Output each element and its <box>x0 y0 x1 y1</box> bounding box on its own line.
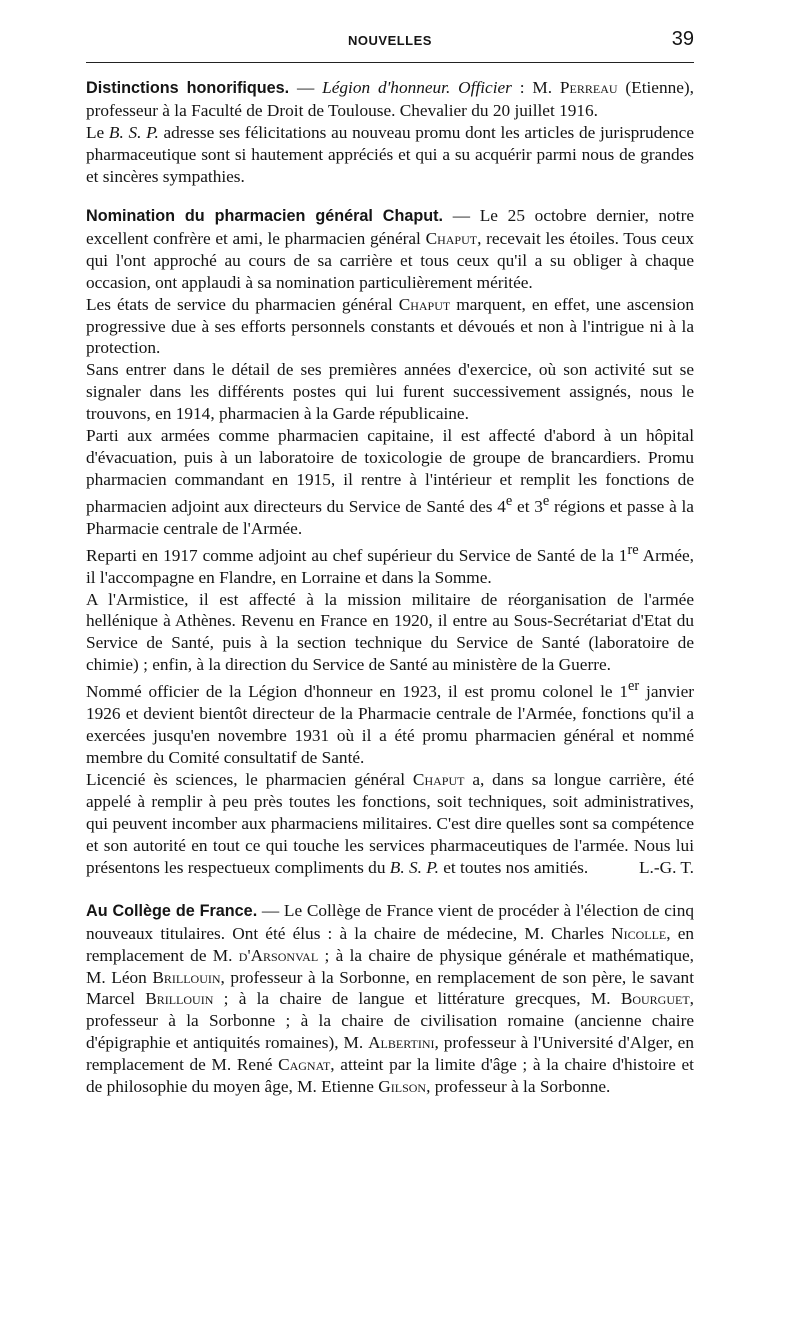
chaput-paragraph-1 <box>86 205 694 294</box>
person-name: Chaput <box>425 228 478 248</box>
legion-subheading: Légion d'honneur. <box>322 78 451 97</box>
chaput-paragraph-2 <box>86 294 694 360</box>
page-header <box>86 26 694 56</box>
text-run: , en remplacement de M. <box>86 923 695 965</box>
text-run: janvier 1926 et devient bientôt directeur de la Pharmacie centrale de l'Armée, fonctions qu'il a exercées jusqu'en novembre 1931 où il a été promu pharmacien général et nommé membre du Comité consultatif de Santé. <box>86 682 694 767</box>
journal-abbrev: B. S. P. <box>108 122 159 142</box>
person-name: Gilson <box>378 1077 427 1097</box>
text-run: , professeur à la Sorbonne ; à la chaire de civilisation romaine (ancienne chaire d'épigraphie et antiquités romaines), M. <box>86 989 694 1053</box>
text-run: (Etienne), professeur à la Faculté de Droit de Toulouse. Chevalier du 20 juillet 1916. <box>86 78 694 120</box>
person-name: Nicolle <box>611 923 667 943</box>
superscript: e <box>542 493 550 510</box>
superscript: er <box>628 678 640 695</box>
text-run: Les états de service du pharmacien général <box>86 294 399 314</box>
chaput-heading: Nomination du pharmacien général Chaput. <box>86 206 444 225</box>
section-gap <box>86 879 694 900</box>
text-run: Armée, il l'accompagne en Flandre, en Lorraine et dans la Somme. <box>86 545 694 587</box>
text-run: Licencié ès sciences, le pharmacien général <box>86 769 413 789</box>
distinctions-heading: Distinctions honorifiques. <box>86 79 290 97</box>
text-run: et toutes nos amitiés. <box>438 857 589 877</box>
person-name: Albertini <box>368 1033 435 1053</box>
chaput-paragraph-3: Sans entrer dans le détail de ses premières années d'exercice, où son activité sut se signaler dans les différents postes qui lui furent successivement assignés, nous le trouvons, en 1914, pharmacien à la Garde républicaine. <box>86 360 694 424</box>
chaput-paragraph-8 <box>86 769 694 879</box>
text-run: , professeur à la Sorbonne, en remplacement de son père, le savant Marcel <box>86 967 694 1009</box>
chaput-paragraph-7 <box>86 676 694 769</box>
text-run: , atteint par la limite d'âge ; à la chaire d'histoire et de philosophie du moyen âge, M. Etienne <box>86 1055 694 1097</box>
text-run: Parti aux armées comme pharmacien capitaine, il est affecté d'abord à un hôpital d'évacuation, puis à un laboratoire de toxicologie de groupe de brancardiers. Promu pharmacien commandant en 1915, il rentre à l'intérieur et remplit les fonctions de pharmacien adjoint aux directeurs du Service de Santé des 4 <box>86 426 694 516</box>
text-run: régions et passe à la Pharmacie centrale de l'Armée. <box>86 496 694 538</box>
running-title: NOUVELLES <box>348 33 432 48</box>
superscript: re <box>627 541 639 558</box>
journal-abbrev: B. S. P. <box>389 857 439 877</box>
college-heading: Au Collège de France. <box>86 901 258 920</box>
text-run: : M. <box>511 78 560 97</box>
person-name: Chaput <box>412 769 465 789</box>
text-run: a, dans sa longue carrière, été appelé à remplir à peu près toutes les fonctions, soit techniques, soit administratives, qui peuvent incomber aux pharmaciens militaires. C'est dire quelles sont sa compétence et son autorité en tout ce qui touche les services pharmaceutiques de l'armée. Nous lui présentons les respectueux compliments du <box>86 769 694 877</box>
person-name: Brillouin <box>152 967 221 987</box>
person-name: Chaput <box>398 294 451 314</box>
text-run: , professeur à l'Université d'Alger, en remplacement de M. René <box>86 1033 694 1075</box>
text-run: ; à la chaire de langue et littérature grecques, M. <box>213 989 621 1009</box>
text-run: , professeur à la Sorbonne. <box>426 1077 611 1097</box>
text-run: — Le 25 octobre dernier, notre excellent confrère et ami, le pharmacien général <box>86 205 694 248</box>
dash: — <box>289 78 323 97</box>
person-name: Bourguet <box>620 989 690 1009</box>
text-run: — Le Collège de France vient de procéder à l'élection de cinq nouveaux titulaires. Ont été élus : à la chaire de médecine, M. Charles <box>86 900 694 943</box>
section-gap <box>86 188 694 205</box>
chaput-paragraph-6: A l'Armistice, il est affecté à la mission militaire de réorganisation de l'armée hellénique à Athènes. Revenu en France en 1920, il entre au Sous-Secrétariat d'Etat du Service de Santé, puis à la section technique du Service de Santé (laboratoire de chimie) ; enfin, à la direction du Service de Santé au ministère de la Guerre. <box>86 589 694 675</box>
text-run: adresse ses félicitations au nouveau promu dont les articles de jurisprudence pharmaceutique sont si hautement appréciés et qui a su acquérir parmi nous de grandes et sincères sympathies. <box>86 122 694 186</box>
text-run: ; à la chaire de physique générale et mathématique, M. Léon <box>86 945 694 987</box>
article-body <box>86 77 694 1098</box>
header-rule <box>86 62 694 63</box>
person-name: Perreau <box>559 78 618 97</box>
distinctions-paragraph-1 <box>86 77 694 122</box>
person-name: Cagnat <box>278 1055 331 1075</box>
text-run: Nommé officier de la Légion d'honneur en 1923, il est promu colonel le 1 <box>86 682 628 702</box>
author-signature: L.-G. T. <box>638 857 694 877</box>
page-number: 39 <box>671 28 694 50</box>
chaput-paragraph-5 <box>86 540 694 589</box>
chaput-paragraph-4 <box>86 425 694 540</box>
person-name: d'Arsonval <box>238 945 319 965</box>
text-run: Reparti en 1917 comme adjoint au chef supérieur du Service de Santé de la 1 <box>86 545 628 565</box>
superscript: e <box>505 493 513 510</box>
person-name: Brillouin <box>145 989 214 1009</box>
college-paragraph <box>86 900 694 1099</box>
rank: Officier <box>458 78 512 97</box>
text-run: et 3 <box>512 496 543 516</box>
distinctions-paragraph-2 <box>86 122 694 188</box>
text-run: Le <box>86 122 109 142</box>
text-run: marquent, en effet, une ascension progressive due à ses efforts personnels constants et dévoués et non à l'intrigue ni à la protection. <box>86 294 694 358</box>
text-run: , recevait les étoiles. Tous ceux qui l'ont approché au cours de sa carrière et tous ceux qu'il a su obliger à chaque occasion, ont applaudi à sa nomination particulièrement méritée. <box>86 228 694 292</box>
